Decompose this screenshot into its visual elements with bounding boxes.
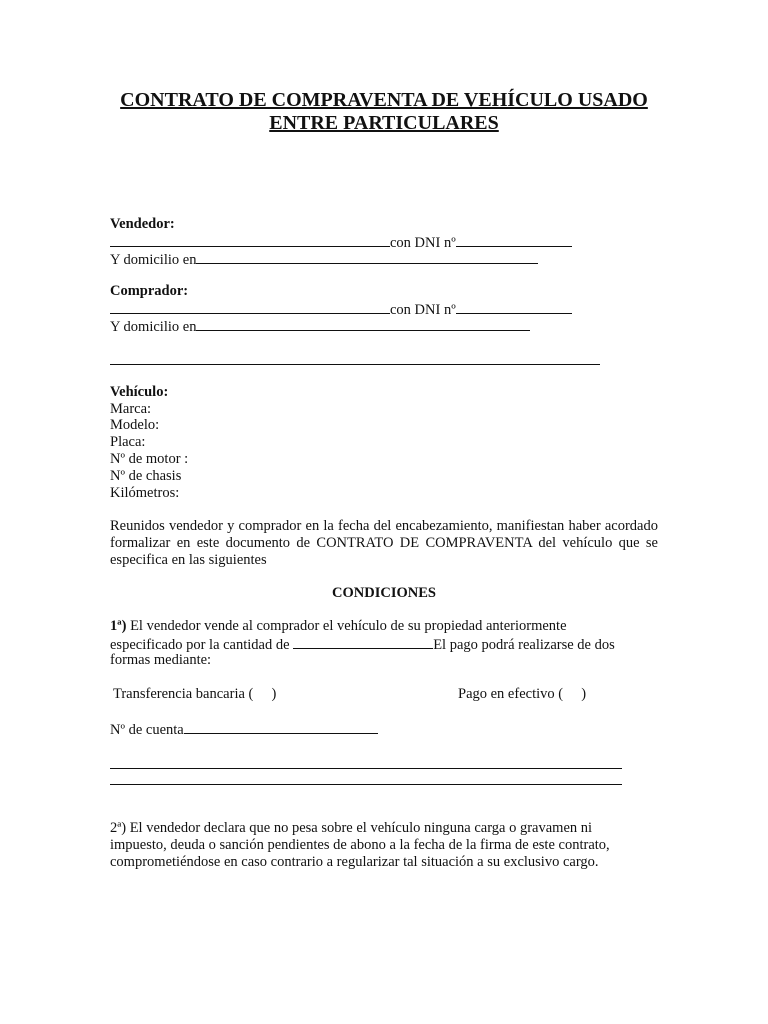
vehicle-heading: Vehículo: — [110, 384, 169, 400]
condition-1-line-1 — [110, 618, 567, 635]
conditions-heading: CONDICIONES — [332, 585, 436, 601]
vehicle-field-model: Modelo: — [110, 417, 160, 433]
buyer-address-row — [110, 317, 530, 336]
vehicle-field-km: Kilómetros: — [110, 485, 180, 501]
buyer-dni-blank[interactable] — [456, 300, 572, 314]
buyer-name-blank[interactable] — [110, 300, 390, 314]
transfer-option[interactable]: Transferencia bancaria ( ) — [113, 686, 277, 702]
condition-2-line-2: impuesto, deuda o sanción pendientes de abono a la fecha de la firma de este contrato, — [110, 837, 610, 853]
account-row — [110, 720, 378, 739]
condition-1-number: 1ª) — [110, 618, 127, 634]
vehicle-field-chassis: Nº de chasis — [110, 468, 182, 484]
buyer-dni-label: con DNI nº — [390, 302, 456, 318]
seller-dni-blank[interactable] — [456, 233, 572, 247]
seller-address-blank[interactable] — [196, 250, 538, 264]
condition-1-text-1: El vendedor vende al comprador el vehículo de su propiedad anteriormente — [126, 618, 567, 634]
condition-2-line-3: comprometiéndose en caso contrario a regularizar tal situación a su exclusivo cargo. — [110, 854, 599, 870]
account-label: Nº de cuenta — [110, 722, 184, 738]
condition-1-text-2a: especificado por la cantidad de — [110, 637, 294, 653]
vehicle-field-plate: Placa: — [110, 434, 146, 450]
document-title-line-1: CONTRATO DE COMPRAVENTA DE VEHÍCULO USADO — [120, 89, 648, 111]
seller-dni-label: con DNI nº — [390, 235, 456, 251]
cash-option[interactable]: Pago en efectivo ( ) — [458, 686, 587, 702]
seller-heading: Vendedor: — [110, 216, 175, 232]
separator-line[interactable] — [110, 364, 600, 365]
vehicle-field-engine: Nº de motor : — [110, 451, 189, 467]
price-blank[interactable] — [293, 635, 433, 649]
condition-1-text-2b: El pago podrá realizarse de dos — [433, 637, 615, 653]
condition-2-line-1: 2ª) El vendedor declara que no pesa sobre el vehículo ninguna carga o gravamen ni — [110, 820, 593, 836]
blank-line-2[interactable] — [110, 784, 622, 785]
seller-address-label: Y domicilio en — [110, 252, 197, 268]
vehicle-field-brand: Marca: — [110, 401, 152, 417]
intro-paragraph: Reunidos vendedor y comprador en la fecha del encabezamiento, manifiestan haber acordado formalizar en este documento de CONTRATO DE COMPRAVENTA del vehículo que se especifica en las siguientes — [110, 518, 658, 568]
blank-line-1[interactable] — [110, 768, 622, 769]
seller-address-row — [110, 250, 538, 269]
buyer-heading: Comprador: — [110, 283, 189, 299]
seller-name-blank[interactable] — [110, 233, 390, 247]
buyer-address-label: Y domicilio en — [110, 319, 197, 335]
condition-1-line-3: formas mediante: — [110, 652, 212, 668]
account-blank[interactable] — [184, 720, 378, 734]
document-title-line-2: ENTRE PARTICULARES — [269, 112, 499, 134]
buyer-address-blank[interactable] — [196, 317, 530, 331]
